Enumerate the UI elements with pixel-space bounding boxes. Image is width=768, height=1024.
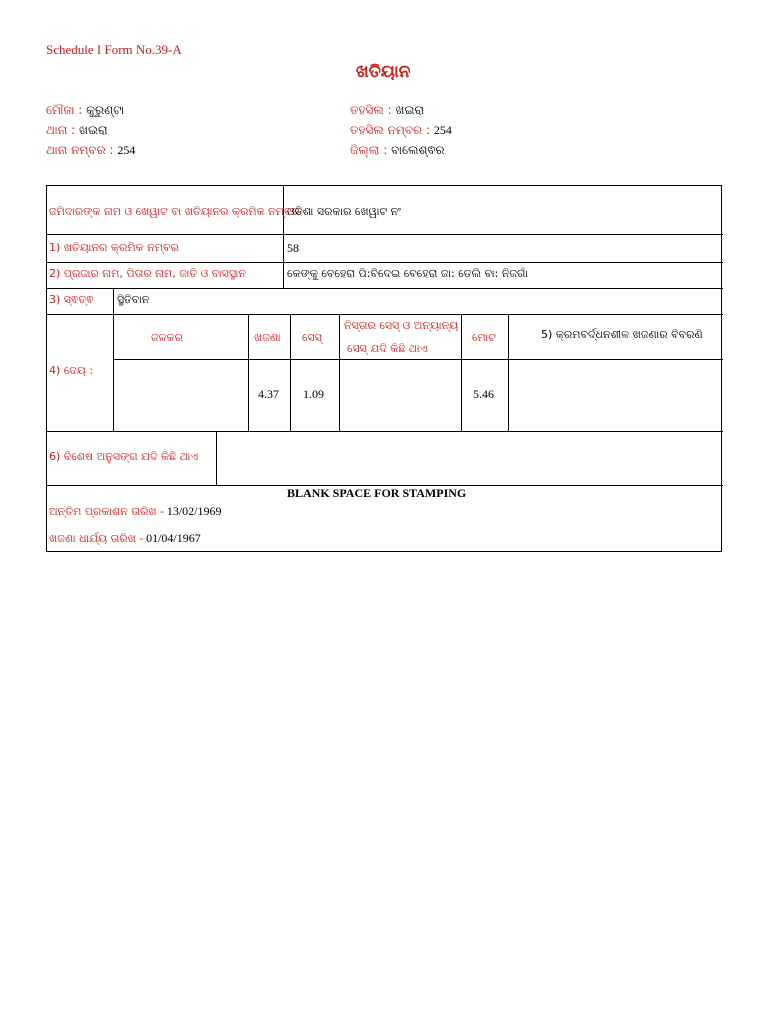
- col-total: ମୋଟ: [472, 331, 496, 344]
- col-divider: [113, 288, 114, 431]
- row-divider: [47, 262, 723, 263]
- serial-value: 58: [287, 241, 299, 255]
- khatiyan-table: [46, 185, 722, 552]
- thana-no-label: ଥାନା ନମ୍ବର :: [46, 143, 114, 157]
- tahasil-value: ଖଇରା: [395, 103, 425, 117]
- col-other-cess-line1: ନିସ୍ତାର ସେସ୍ ଓ ଅନ୍ୟାନ୍ୟ: [344, 319, 459, 332]
- tahasil-no-value: 254: [433, 123, 452, 137]
- stamp-heading: BLANK SPACE FOR STAMPING: [287, 486, 467, 500]
- mouza-value: କୁରୁଣ୍ଟା: [86, 103, 125, 117]
- district-value: ବାଲେଶ୍ଵର: [391, 143, 445, 157]
- val-total: 5.46: [473, 387, 494, 401]
- col-divider: [461, 314, 462, 431]
- thana-label: ଥାନା :: [46, 123, 76, 137]
- row-divider: [47, 314, 723, 315]
- col-divider: [283, 186, 284, 288]
- tahasil-no-label: ତହସିଲ ନମ୍ବର :: [350, 123, 431, 137]
- col-khajana: ଖଜଣା: [254, 331, 281, 344]
- landlord-label: ଜମିଦାରଙ୍କ ନାମ ଓ ଖେୱାଟ ବା ଖତିୟାନର କ୍ରମିକ ନମ୍ବର: [49, 205, 300, 218]
- final-pub-value: 13/02/1969: [166, 504, 222, 518]
- final-publication-line: [49, 504, 222, 519]
- col-divider: [216, 431, 217, 485]
- rent-date-label: ଖଜଣା ଧାର୍ଯ୍ୟ ତାରିଖ -: [49, 532, 144, 545]
- serial-label: 1) ଖତିୟାନର କ୍ରମିକ ନମ୍ବର: [49, 241, 179, 254]
- col-progressive: 5) କ୍ରମବର୍ଦ୍ଧନଶୀଳ ଖଜଣାର ବିବରଣି: [541, 328, 703, 341]
- col-divider: [290, 314, 291, 431]
- mouza-label: ମୌଜା :: [46, 103, 83, 117]
- tahasil-no-line: [350, 123, 452, 138]
- row-divider: [47, 288, 723, 289]
- col-divider: [248, 314, 249, 431]
- row-divider: [47, 431, 723, 432]
- payable-label: 4) ଦେୟ :: [49, 364, 94, 377]
- tenant-value: କେଙ୍କୁ ବେହେରା ପି:ବିଦେଇ ବେହେରା ଜା: ତେଲି ବା: ନିଜଗାଁ: [287, 267, 528, 280]
- form-number: Schedule I Form No.39-A: [46, 42, 182, 57]
- mouza-line: [46, 103, 124, 118]
- rent-date-line: [49, 531, 201, 546]
- final-pub-label: ଅନ୍ତିମ ପ୍ରକାଶନ ତାରିଖ -: [49, 505, 165, 518]
- district-line: [350, 143, 445, 158]
- right-value: ସ୍ଥିତିବାନ: [117, 293, 150, 306]
- landlord-value: ଓଡିଶା ସରକାର ଖେୱାଟ ନଂ: [287, 205, 401, 218]
- right-label: 3) ସ୍ଵତ୍ଵ: [49, 293, 94, 306]
- col-cess: ସେସ୍: [302, 331, 322, 344]
- val-cess: 1.09: [303, 387, 324, 401]
- col-divider: [508, 314, 509, 431]
- district-label: ଜିଲ୍ଲା :: [350, 143, 388, 157]
- special-label: 6) ବିଶେଷ ଅନୁସଙ୍ଗ ଯଦି କିଛି ଥାଏ: [49, 450, 199, 463]
- tahasil-label: ତହସିଲ :: [350, 103, 392, 117]
- row-divider: [47, 234, 723, 235]
- thana-line: [46, 123, 108, 138]
- thana-value: ଖଇରା: [79, 123, 108, 137]
- thana-no-line: [46, 143, 135, 158]
- col-jalkar: ଜଳକର: [151, 331, 184, 344]
- thana-no-value: 254: [117, 143, 136, 157]
- tahasil-line: [350, 103, 424, 118]
- col-other-cess-line2: ସେସ୍ ଯଦି କିଛି ଥାଏ: [347, 342, 428, 355]
- tenant-label: 2) ପ୍ରଜାର ନାମ, ପିତାର ନାମ, ଜାତି ଓ ବାସସ୍ଥାନ: [49, 267, 247, 280]
- val-khajana: 4.37: [258, 387, 279, 401]
- col-divider: [339, 314, 340, 431]
- page-title: ଖତିୟାନ: [356, 62, 411, 82]
- row-divider: [113, 359, 723, 360]
- rent-date-value: 01/04/1967: [146, 531, 201, 545]
